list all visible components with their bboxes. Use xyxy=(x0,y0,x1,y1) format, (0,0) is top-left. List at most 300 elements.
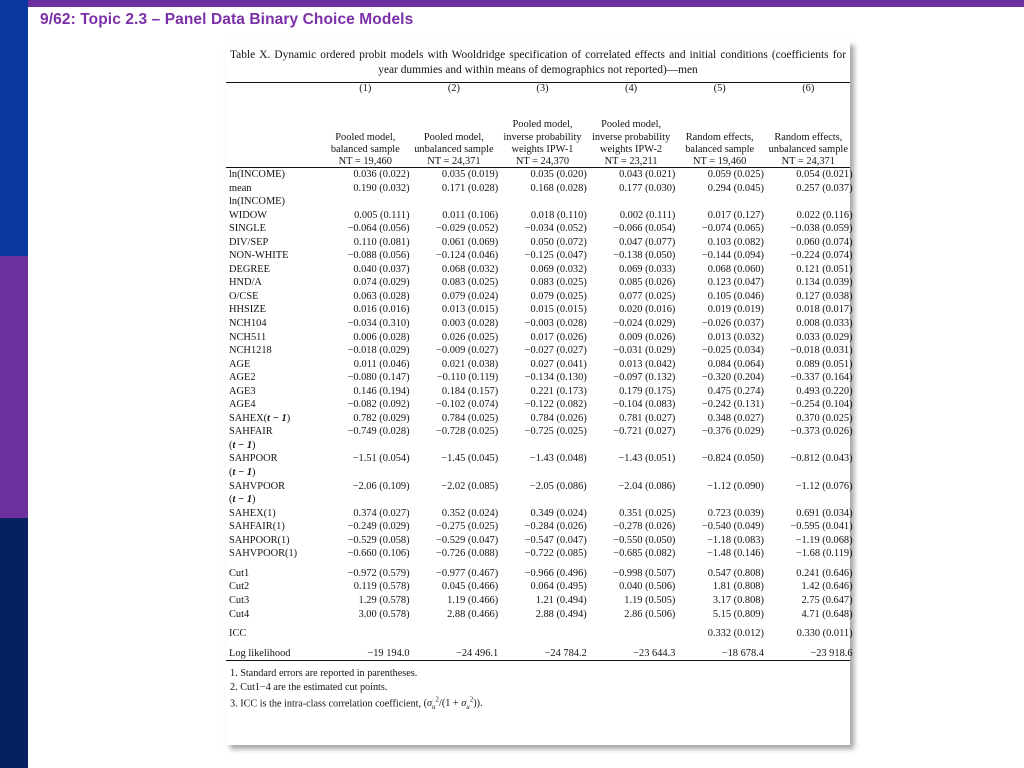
cut-point-rows xyxy=(229,561,853,621)
table-row xyxy=(229,425,853,439)
coefficient-value: −0.009 (0.027) xyxy=(436,345,499,357)
cut-point-value: 1.42 (0.646) xyxy=(801,581,853,593)
table-row xyxy=(229,249,853,263)
coefficient-label: SAHVPOOR(1) xyxy=(229,548,298,560)
table-row xyxy=(229,263,853,277)
coefficient-value: −0.082 (0.092) xyxy=(347,399,410,411)
coefficient-label: (t − 1) xyxy=(229,439,256,451)
table-row xyxy=(229,580,853,594)
coefficient-value: 0.074 (0.029) xyxy=(353,277,410,289)
coefficient-value xyxy=(587,466,676,480)
coefficient-value: −0.529 (0.047) xyxy=(436,534,499,546)
cut-point-value: 5.15 (0.809) xyxy=(712,608,764,620)
coefficient-value: 0.002 (0.111) xyxy=(619,209,676,221)
summary-value xyxy=(321,627,410,641)
coefficient-label: DEGREE xyxy=(229,263,270,275)
coefficient-value xyxy=(764,493,853,507)
coefficient-value: 0.781 (0.027) xyxy=(619,412,676,424)
coefficient-value: 0.177 (0.030) xyxy=(619,182,676,194)
coefficient-value: −0.242 (0.131) xyxy=(701,399,764,411)
coefficient-label: SAHEX(1) xyxy=(229,507,276,519)
results-table xyxy=(229,83,853,167)
summary-value: −24 784.2 xyxy=(544,647,587,659)
coefficient-value: 0.011 (0.046) xyxy=(353,358,410,370)
coefficient-value: −1.51 (0.054) xyxy=(352,453,410,465)
coefficient-value: −1.68 (0.119) xyxy=(796,548,853,560)
coefficient-value: 0.026 (0.025) xyxy=(441,331,499,343)
coefficient-value: 0.054 (0.021) xyxy=(796,169,853,180)
coefficient-value xyxy=(587,493,676,507)
summary-label: ICC xyxy=(229,628,247,640)
coefficient-value: 0.017 (0.127) xyxy=(707,209,764,221)
cut-point-value: 3.00 (0.578) xyxy=(358,608,410,620)
cut-point-value: 0.547 (0.808) xyxy=(707,567,764,579)
results-table-body xyxy=(229,168,853,660)
table-row xyxy=(229,303,853,317)
coefficient-value: −0.144 (0.094) xyxy=(701,250,764,262)
coefficient-value: 0.017 (0.026) xyxy=(530,331,587,343)
coefficient-value: 0.022 (0.116) xyxy=(796,209,853,221)
cut-point-value: 2.88 (0.494) xyxy=(535,608,587,620)
summary-value: −19 194.0 xyxy=(367,647,410,659)
coefficient-label: NCH511 xyxy=(229,331,267,343)
cut-point-label: Cut4 xyxy=(229,608,250,620)
coefficient-value: −0.722 (0.085) xyxy=(524,548,587,560)
summary-value: −23 644.3 xyxy=(633,647,676,659)
coefficient-value: 0.016 (0.016) xyxy=(353,304,410,316)
coefficient-value: −0.024 (0.029) xyxy=(613,318,676,330)
table-row xyxy=(229,236,853,250)
coefficient-value xyxy=(410,466,499,480)
coefficient-label: HND/A xyxy=(229,277,262,289)
coefficient-value xyxy=(675,466,764,480)
table-row xyxy=(229,647,853,661)
coefficient-value: −0.066 (0.054) xyxy=(613,223,676,235)
summary-statistic-rows xyxy=(229,621,853,660)
table-row xyxy=(229,168,853,182)
coefficient-value: 0.370 (0.025) xyxy=(796,412,853,424)
coefficient-value: −2.05 (0.086) xyxy=(529,480,587,492)
column-title-1: Pooled model, balanced sample xyxy=(330,131,400,155)
coefficient-value: 0.784 (0.026) xyxy=(530,412,587,424)
header-corner-cell-2 xyxy=(229,94,321,156)
cut-point-value: 1.21 (0.494) xyxy=(535,594,587,606)
coefficient-value xyxy=(410,439,499,453)
coefficient-value: 0.103 (0.082) xyxy=(707,236,764,248)
coefficient-value: −0.138 (0.050) xyxy=(613,250,676,262)
coefficient-value: −0.275 (0.025) xyxy=(436,521,499,533)
cut-point-value: 2.75 (0.647) xyxy=(801,594,853,606)
table-header xyxy=(229,83,853,167)
coefficient-value: −0.725 (0.025) xyxy=(524,426,587,438)
coefficient-value: −2.06 (0.109) xyxy=(352,480,410,492)
coefficient-value: −2.04 (0.086) xyxy=(618,480,676,492)
coefficient-value: 0.134 (0.039) xyxy=(796,277,853,289)
coefficient-value xyxy=(675,439,764,453)
column-number-3: (3) xyxy=(536,83,549,94)
coefficient-value: 0.019 (0.019) xyxy=(707,304,764,316)
footnote-3-text: 3. ICC is the intra-class correlation coefficient, xyxy=(230,698,424,710)
header-corner-cell-3 xyxy=(229,156,321,167)
cut-point-value: 0.119 (0.578) xyxy=(353,581,410,593)
coefficient-value: 0.691 (0.034) xyxy=(796,507,853,519)
coefficient-value xyxy=(498,466,587,480)
coefficient-value: 0.085 (0.026) xyxy=(619,277,676,289)
table-row xyxy=(229,209,853,223)
coefficient-label: HHSIZE xyxy=(229,304,266,316)
column-number-2: (2) xyxy=(447,83,460,94)
coefficient-value xyxy=(675,493,764,507)
coefficient-value: −0.337 (0.164) xyxy=(790,372,853,384)
coefficient-value: 0.035 (0.019) xyxy=(441,169,499,180)
coefficient-value: −0.824 (0.050) xyxy=(701,453,764,465)
coefficient-value: −0.003 (0.028) xyxy=(524,318,587,330)
cut-point-value: −0.966 (0.496) xyxy=(524,567,587,579)
coefficient-value: −0.685 (0.082) xyxy=(613,548,676,560)
column-title-4: Pooled model, inverse probability weights IPW-2 xyxy=(591,119,671,155)
summary-label: Log likelihood xyxy=(229,647,291,659)
side-band-blue xyxy=(0,0,28,256)
coefficient-value: 0.723 (0.039) xyxy=(707,507,764,519)
table-row xyxy=(229,520,853,534)
coefficient-value: −0.034 (0.052) xyxy=(524,223,587,235)
coefficient-label: O/CSE xyxy=(229,290,259,302)
footnote-3-formula: $(\sigma_u^2/(1 + \sigma_u^2))$. xyxy=(423,695,483,712)
coefficient-value: 0.079 (0.024) xyxy=(441,290,499,302)
cut-point-value: 1.81 (0.808) xyxy=(712,581,764,593)
summary-value: −24 496.1 xyxy=(455,647,499,659)
coefficient-value: −0.254 (0.104) xyxy=(790,399,853,411)
coefficient-value: −1.43 (0.048) xyxy=(529,453,587,465)
cut-point-value: 4.71 (0.648) xyxy=(801,608,853,620)
coefficient-value: 0.221 (0.173) xyxy=(530,385,587,397)
cut-point-value: −0.972 (0.579) xyxy=(347,567,410,579)
coefficient-value xyxy=(321,493,410,507)
coefficient-label: NON-WHITE xyxy=(229,250,289,262)
coefficient-value: −1.48 (0.146) xyxy=(707,548,764,560)
table-row xyxy=(229,222,853,236)
table-row xyxy=(229,195,853,209)
slide-title: 9/62: Topic 2.3 – Panel Data Binary Choice Models xyxy=(40,11,414,28)
table-row xyxy=(229,358,853,372)
coefficient-value: −0.320 (0.204) xyxy=(701,372,764,384)
coefficient-label: SINGLE xyxy=(229,223,266,235)
summary-value xyxy=(498,627,587,641)
coefficient-value: −1.19 (0.068) xyxy=(795,534,853,546)
cut-point-value: 2.88 (0.466) xyxy=(447,608,499,620)
coefficient-label: NCH1218 xyxy=(229,345,272,357)
coefficient-label: SAHFAIR(1) xyxy=(229,521,285,533)
coefficient-value: −0.031 (0.029) xyxy=(613,345,676,357)
coefficient-value: 0.257 (0.037) xyxy=(796,182,853,194)
coefficient-value: −0.088 (0.056) xyxy=(347,250,410,262)
table-row xyxy=(229,547,853,561)
header-corner-cell xyxy=(229,83,321,94)
column-title-3: Pooled model, inverse probability weights IPW-1 xyxy=(503,119,582,155)
side-band-navy xyxy=(0,518,28,768)
table-row xyxy=(229,398,853,412)
coefficient-value: 0.068 (0.032) xyxy=(441,263,499,275)
coefficient-value: −0.018 (0.031) xyxy=(790,345,853,357)
coefficient-value: 0.018 (0.110) xyxy=(530,209,587,221)
cut-point-value: −0.998 (0.507) xyxy=(613,567,676,579)
coefficient-value: −1.18 (0.083) xyxy=(707,534,764,546)
coefficient-value: 0.008 (0.033) xyxy=(796,318,853,330)
coefficient-value: −0.224 (0.074) xyxy=(790,250,853,262)
coefficient-value: −0.249 (0.029) xyxy=(347,521,410,533)
side-band-purple xyxy=(0,256,28,518)
table-row xyxy=(229,608,853,622)
coefficient-value: 0.784 (0.025) xyxy=(441,412,499,424)
table-row xyxy=(229,371,853,385)
coefficient-value: −0.529 (0.058) xyxy=(347,534,410,546)
coefficient-value: 0.036 (0.022) xyxy=(353,169,410,180)
coefficient-label: AGE xyxy=(229,358,251,370)
coefficient-value: 0.009 (0.026) xyxy=(619,331,676,343)
coefficient-value: −0.122 (0.082) xyxy=(524,399,587,411)
coefficient-value: 0.043 (0.021) xyxy=(619,169,676,180)
column-number-6: (6) xyxy=(802,83,815,94)
coefficient-label: mean xyxy=(229,182,252,194)
coefficient-label: AGE2 xyxy=(229,372,256,384)
coefficient-value: −0.074 (0.065) xyxy=(701,223,764,235)
coefficient-value: 0.013 (0.015) xyxy=(441,304,499,316)
coefficient-value: 0.475 (0.274) xyxy=(707,385,764,397)
coefficient-value: 0.294 (0.045) xyxy=(707,182,764,194)
column-nt-1: NT = 19,460 xyxy=(338,156,392,167)
coefficient-value: 0.050 (0.072) xyxy=(530,236,587,248)
coefficient-value: 0.179 (0.175) xyxy=(619,385,676,397)
summary-value: 0.332 (0.012) xyxy=(707,628,764,640)
column-nt-4: NT = 23,211 xyxy=(604,156,658,167)
coefficient-value: −0.125 (0.047) xyxy=(524,250,587,262)
column-number-5: (5) xyxy=(713,83,726,94)
coefficient-value: 0.006 (0.028) xyxy=(353,331,410,343)
coefficient-value: 0.127 (0.038) xyxy=(796,290,853,302)
column-nt-6: NT = 24,371 xyxy=(781,156,835,167)
coefficient-value: −0.540 (0.049) xyxy=(701,521,764,533)
coefficient-value: −0.749 (0.028) xyxy=(347,426,410,438)
cut-point-value: 1.29 (0.578) xyxy=(358,594,410,606)
table-row xyxy=(229,534,853,548)
coefficient-value: 0.033 (0.029) xyxy=(796,331,853,343)
footnote-1: 1. Standard errors are reported in parentheses. xyxy=(230,668,418,680)
coefficient-value: 0.059 (0.025) xyxy=(707,169,764,180)
column-number-4: (4) xyxy=(625,83,638,94)
cut-point-label: Cut2 xyxy=(229,581,250,593)
coefficient-value: 0.351 (0.025) xyxy=(619,507,676,519)
coefficient-value: 0.077 (0.025) xyxy=(619,290,676,302)
coefficient-label: SAHPOOR xyxy=(229,453,278,465)
coefficient-value: −0.025 (0.034) xyxy=(701,345,764,357)
coefficient-value: 0.013 (0.042) xyxy=(619,358,676,370)
table-row xyxy=(229,493,853,507)
coefficient-value: −0.038 (0.059) xyxy=(790,223,853,235)
column-number-1: (1) xyxy=(359,83,372,94)
coefficient-value: 0.063 (0.028) xyxy=(353,290,410,302)
column-title-5: Random effects, balanced sample xyxy=(685,131,755,155)
coefficient-value: 0.190 (0.032) xyxy=(353,182,410,194)
table-row xyxy=(229,290,853,304)
coefficient-value: −0.550 (0.050) xyxy=(613,534,676,546)
coefficient-value: 0.146 (0.194) xyxy=(353,385,410,397)
column-title-2: Pooled model, unbalanced sample xyxy=(414,131,494,155)
table-row xyxy=(229,452,853,466)
coefficient-value: −0.284 (0.026) xyxy=(524,521,587,533)
coefficient-value: −0.097 (0.132) xyxy=(613,372,676,384)
coefficient-value: 0.015 (0.015) xyxy=(530,304,587,316)
coefficient-value: 0.020 (0.016) xyxy=(619,304,676,316)
cut-point-label: Cut1 xyxy=(229,567,250,579)
coefficient-value: −0.104 (0.083) xyxy=(613,399,676,411)
cut-point-value: 1.19 (0.505) xyxy=(624,594,676,606)
footnote-2: 2. Cut1−4 are the estimated cut points. xyxy=(230,681,388,693)
coefficient-value xyxy=(321,466,410,480)
coefficient-label: SAHPOOR(1) xyxy=(229,534,290,546)
summary-value: −18 678.4 xyxy=(721,647,764,659)
table-row xyxy=(229,439,853,453)
coefficient-value: 0.027 (0.041) xyxy=(530,358,587,370)
coefficient-value xyxy=(764,466,853,480)
coefficient-value: 0.079 (0.025) xyxy=(530,290,587,302)
table-row xyxy=(229,317,853,331)
table-row xyxy=(229,182,853,196)
coefficient-value: −0.029 (0.052) xyxy=(436,223,499,235)
coefficient-value: 0.069 (0.033) xyxy=(619,263,676,275)
table-figure-panel xyxy=(226,41,853,745)
coefficient-value: −0.026 (0.037) xyxy=(701,318,764,330)
coefficient-value: −0.124 (0.046) xyxy=(436,250,499,262)
coefficient-value: 0.021 (0.038) xyxy=(441,358,499,370)
table-row xyxy=(229,507,853,521)
coefficient-value: 0.061 (0.069) xyxy=(441,236,499,248)
column-number-row xyxy=(229,83,853,94)
coefficient-value: −0.547 (0.047) xyxy=(524,534,587,546)
table-caption: Table X. Dynamic ordered probit models with Wooldridge specification of correlated effects and initial conditions (coefficients for year dummies and within means of demographics not reported)—men xyxy=(230,49,846,76)
coefficient-value: 0.105 (0.046) xyxy=(707,290,764,302)
table-row xyxy=(229,594,853,608)
coefficient-value: −0.726 (0.088) xyxy=(436,548,499,560)
table-row xyxy=(229,466,853,480)
coefficient-value xyxy=(410,195,499,209)
coefficient-value: −0.595 (0.041) xyxy=(790,521,853,533)
table-row xyxy=(229,480,853,494)
cut-point-value: 2.86 (0.506) xyxy=(624,608,676,620)
table-row xyxy=(229,627,853,641)
coefficient-rows xyxy=(229,168,853,561)
coefficient-value: 0.493 (0.220) xyxy=(796,385,853,397)
coefficient-value xyxy=(498,195,587,209)
coefficient-value: −0.134 (0.130) xyxy=(524,372,587,384)
coefficient-label: SAHVPOOR xyxy=(229,480,286,492)
coefficient-value: −0.064 (0.056) xyxy=(347,223,410,235)
table-row xyxy=(229,276,853,290)
coefficient-label: AGE3 xyxy=(229,385,256,397)
coefficient-value: 0.089 (0.051) xyxy=(796,358,853,370)
table-row xyxy=(229,412,853,426)
table-footnotes xyxy=(226,661,850,715)
cut-point-value: 3.17 (0.808) xyxy=(712,594,764,606)
coefficient-value: 0.035 (0.020) xyxy=(530,169,587,180)
table-row xyxy=(229,344,853,358)
footnote-3 xyxy=(230,694,846,715)
coefficient-value: 0.013 (0.032) xyxy=(707,331,764,343)
cut-point-value: 0.241 (0.646) xyxy=(796,567,853,579)
coefficient-value xyxy=(410,493,499,507)
coefficient-value: −1.12 (0.076) xyxy=(795,480,853,492)
summary-value: 0.330 (0.011) xyxy=(796,628,853,640)
column-nt-5: NT = 19,460 xyxy=(693,156,747,167)
coefficient-value: −0.080 (0.147) xyxy=(347,372,410,384)
coefficient-label: ln(INCOME) xyxy=(229,169,285,180)
coefficient-value xyxy=(587,195,676,209)
coefficient-value: 0.374 (0.027) xyxy=(353,507,410,519)
coefficient-value xyxy=(321,439,410,453)
coefficient-value: 0.060 (0.074) xyxy=(796,236,853,248)
coefficient-value: 0.110 (0.081) xyxy=(353,236,410,248)
summary-value xyxy=(410,627,499,641)
coefficient-value: 0.349 (0.024) xyxy=(530,507,587,519)
coefficient-value: −0.027 (0.027) xyxy=(524,345,587,357)
coefficient-value: 0.184 (0.157) xyxy=(441,385,499,397)
coefficient-value: 0.003 (0.028) xyxy=(441,318,499,330)
coefficient-label: DIV/SEP xyxy=(229,236,269,248)
coefficient-value: −1.12 (0.090) xyxy=(707,480,764,492)
cut-point-value: 0.045 (0.466) xyxy=(441,581,499,593)
coefficient-label: (t − 1) xyxy=(229,467,256,479)
summary-value: −23 918.6 xyxy=(810,647,853,659)
coefficient-value: 0.011 (0.106) xyxy=(442,209,499,221)
coefficient-label: ln(INCOME) xyxy=(229,196,285,208)
coefficient-value: −0.373 (0.026) xyxy=(790,426,853,438)
coefficient-label: SAHEX(t − 1) xyxy=(229,412,291,424)
coefficient-value: 0.121 (0.051) xyxy=(796,263,853,275)
coefficient-value: 0.348 (0.027) xyxy=(707,412,764,424)
coefficient-value xyxy=(675,195,764,209)
coefficient-value: 0.123 (0.047) xyxy=(707,277,764,289)
table-row xyxy=(229,567,853,581)
cut-point-value: −0.977 (0.467) xyxy=(436,567,499,579)
coefficient-value xyxy=(498,439,587,453)
cut-point-value: 0.040 (0.506) xyxy=(619,581,676,593)
column-title-row xyxy=(229,94,853,156)
top-accent-bar xyxy=(28,0,1024,7)
coefficient-value xyxy=(587,439,676,453)
coefficient-label: (t − 1) xyxy=(229,494,256,506)
coefficient-value: −0.018 (0.029) xyxy=(347,345,410,357)
column-nt-2: NT = 24,371 xyxy=(427,156,481,167)
coefficient-value xyxy=(764,439,853,453)
coefficient-label: WIDOW xyxy=(229,209,268,221)
coefficient-value: 0.171 (0.028) xyxy=(441,182,499,194)
coefficient-value: 0.040 (0.037) xyxy=(353,263,410,275)
coefficient-value: −0.812 (0.043) xyxy=(790,453,853,465)
coefficient-value: −1.45 (0.045) xyxy=(441,453,499,465)
left-color-bands xyxy=(0,0,28,768)
coefficient-value: −0.376 (0.029) xyxy=(701,426,764,438)
coefficient-value: −0.278 (0.026) xyxy=(613,521,676,533)
coefficient-value: −0.110 (0.119) xyxy=(436,372,499,384)
coefficient-value: 0.018 (0.017) xyxy=(796,304,853,316)
column-nt-3: NT = 24,370 xyxy=(515,156,570,167)
coefficient-value: 0.782 (0.029) xyxy=(353,412,410,424)
coefficient-value: −2.02 (0.085) xyxy=(441,480,499,492)
coefficient-label: NCH104 xyxy=(229,318,267,330)
column-nt-row xyxy=(229,156,853,167)
coefficient-value: −0.660 (0.106) xyxy=(347,548,410,560)
coefficient-value: 0.069 (0.032) xyxy=(530,263,587,275)
coefficient-value: −1.43 (0.051) xyxy=(618,453,676,465)
